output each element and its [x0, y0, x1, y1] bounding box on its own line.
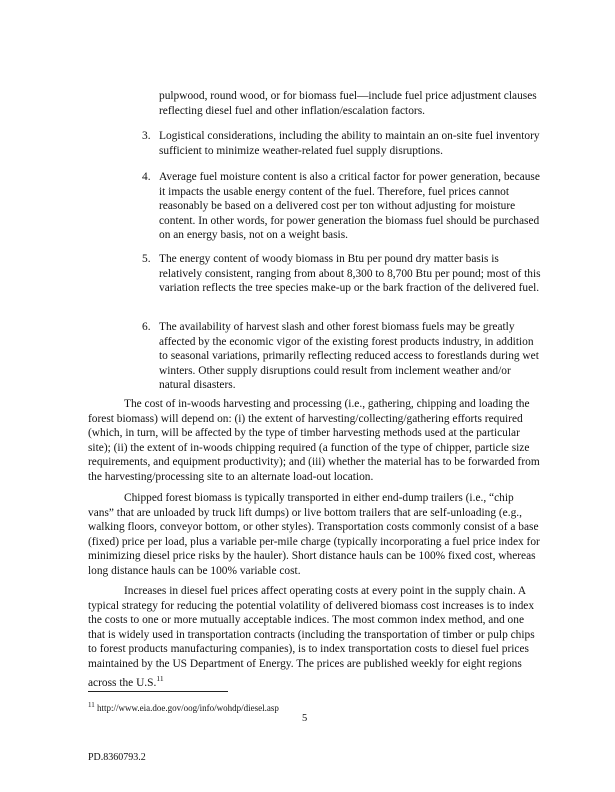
body-paragraph: Chipped forest biomass is typically transported in either end-dump trailers (i.e., “chip vans” that are unloaded by truck lift dumps) or live bottom trailers that are self-unloading (e.g., walking floors, conveyor bottom, or other styles). Transportation costs commonly consist of a base (fixed) price per load, plus a variable per-mile charge (typically incorporating a fuel price index for minimizing diesel price risks by the hauler). Short distance hauls can be 100% fixed cost, whereas long distance hauls can be 100% variable cost. [88, 492, 540, 577]
list-item [142, 320, 542, 393]
footnote-link[interactable]: http://www.eia.doe.gov/oog/info/wohdp/diesel.asp [97, 703, 279, 713]
body-paragraph: The cost of in-woods harvesting and processing (i.e., gathering, chipping and loading the forest biomass) will depend on: (i) the extent of harvesting/collecting/gathering efforts required (which, in turn, will be affected by the type of timber harvesting methods used at the particular site); (ii) the extent of in-woods chipping required (a function of the type of chipper, particle size requirements, and equipment productivity); and (iii) whether the material has to be forwarded from the harvesting/processing site to an alternate load-out location. [88, 398, 540, 483]
footnote-number: 11 [88, 701, 95, 709]
body-paragraph [88, 584, 540, 690]
list-item [142, 129, 542, 158]
footnote-divider [88, 691, 228, 692]
footnote [88, 700, 279, 714]
list-item [142, 252, 542, 296]
page-number: 5 [302, 713, 308, 724]
list-item-text: The energy content of woody biomass in Btu per pound dry matter basis is relatively consistent, ranging from about 8,300 to 8,700 Btu per pound; most of this variation reflects the tree species make-up or the bark fraction of the delivered fuel. [159, 253, 541, 295]
footnote-reference: 11 [156, 673, 164, 683]
list-item-text: Logistical considerations, including the ability to maintain an on-site fuel inventory sufficient to minimize weather-related fuel supply disruptions. [159, 130, 540, 157]
list-item-text: Average fuel moisture content is also a critical factor for power generation, because it impacts the usable energy content of the fuel. Therefore, fuel prices cannot reasonably be based on a delivered cost per ton without adjusting for moisture content. In other words, for power generation the biomass fuel should be purchased on an energy basis, not on a weight basis. [159, 171, 540, 242]
document-id: PD.8360793.2 [88, 752, 146, 763]
list-item-number: 4. [142, 171, 151, 183]
body-paragraph-text: Increases in diesel fuel prices affect operating costs at every point in the supply chain. A typical strategy for reducing the potential volatility of delivered biomass cost increases is to index the costs to one or more mutually acceptable indices. The most common index method, and one that is widely used in transportation contracts (including the transportation of timber or pulp chips to forest products manufacturing companies), is to index transportation costs to diesel fuel prices maintained by the US Department of Energy. The prices are published weekly for eight regions across the U.S. [88, 585, 535, 689]
list-item-number: 5. [142, 253, 151, 265]
list-item-number: 6. [142, 321, 151, 333]
list-item [142, 170, 542, 243]
list-item-number: 3. [142, 130, 151, 142]
list-item-text: The availability of harvest slash and other forest biomass fuels may be greatly affected by the economic vigor of the existing forest products industry, in addition to seasonal variations, primarily reflecting reduced access to forestlands during wet winters. Other supply disruptions could result from inclement weather and/or natural disasters. [159, 321, 539, 392]
list-item-continuation: pulpwood, round wood, or for biomass fuel—include fuel price adjustment clauses reflecting diesel fuel and other inflation/escalation factors. [159, 90, 537, 117]
